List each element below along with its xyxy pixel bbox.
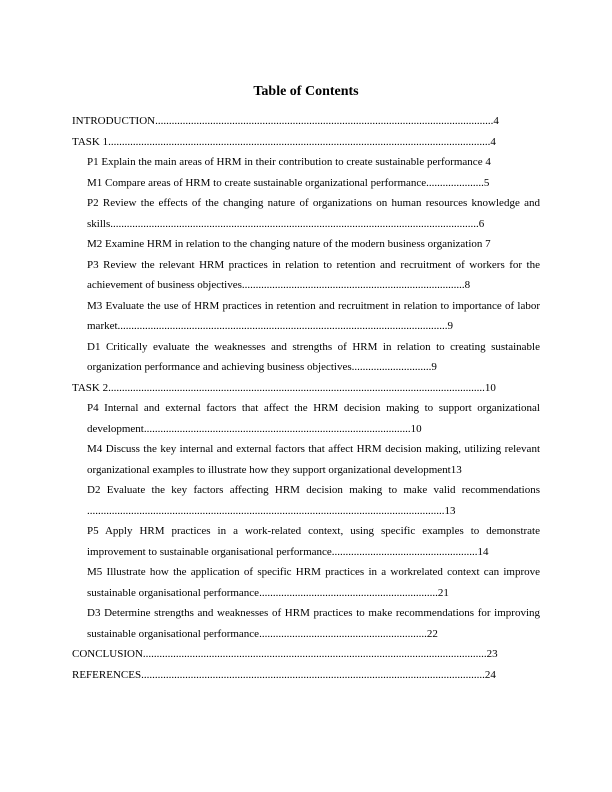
toc-entry-m1[interactable]: M1 Compare areas of HRM to create sustainable organizational performance.....................5 (87, 176, 490, 189)
toc-entry-task-2[interactable]: TASK 2.........................................................................................................................................10 (72, 381, 496, 394)
table-of-contents (72, 111, 540, 685)
toc-entry-references[interactable]: REFERENCES.............................................................................................................................24 (72, 668, 496, 681)
toc-entry-p4[interactable]: P4 Internal and external factors that affect the HRM decision making to support organizational development.................................................................................................10 (87, 402, 540, 435)
toc-entry-d1[interactable]: D1 Critically evaluate the weaknesses and strengths of HRM in relation to creating sustainable organization performance and achieving business objectives.............................9 (87, 340, 540, 373)
toc-entry-p2[interactable]: P2 Review the effects of the changing nature of organizations on human resources knowledge and skills......................................................................................................................................6 (87, 197, 540, 230)
toc-title: Table of Contents (253, 84, 359, 99)
toc-entry-introduction[interactable]: INTRODUCTION...........................................................................................................................4 (72, 115, 499, 127)
toc-entry-m3[interactable]: M3 Evaluate the use of HRM practices in retention and recruitment in relation to importance of labor market........................................................................................................................9 (87, 299, 540, 332)
toc-entry-m5[interactable]: M5 Illustrate how the application of specific HRM practices in a workrelated context can improve sustainable organisational performance.................................................................21 (87, 566, 540, 599)
toc-entry-p3[interactable]: P3 Review the relevant HRM practices in relation to retention and recruitment of workers for the achievement of business objectives.................................................................................8 (87, 258, 540, 291)
toc-entry-p1[interactable]: P1 Explain the main areas of HRM in their contribution to create sustainable performance 4 (87, 156, 491, 168)
toc-entry-m4[interactable]: M4 Discuss the key internal and external factors that affect HRM decision making, utilizing relevant organizational examples to illustrate how they support organizational development13 (87, 443, 540, 476)
toc-entry-conclusion[interactable]: CONCLUSION.............................................................................................................................23 (72, 648, 498, 660)
toc-entry-m2[interactable]: M2 Examine HRM in relation to the changing nature of the modern business organization 7 (87, 238, 491, 250)
toc-entry-d2[interactable]: D2 Evaluate the key factors affecting HRM decision making to make valid recommendations ..................................................................................................................................13 (87, 484, 540, 517)
toc-entry-p5[interactable]: P5 Apply HRM practices in a work-related context, using specific examples to demonstrate improvement to sustainable organisational performance.....................................................14 (87, 525, 540, 558)
toc-entry-d3[interactable]: D3 Determine strengths and weaknesses of HRM practices to make recommendations for improving sustainable organisational performance.............................................................22 (87, 607, 540, 640)
toc-entry-task-1[interactable]: TASK 1...........................................................................................................................................4 (72, 135, 496, 148)
